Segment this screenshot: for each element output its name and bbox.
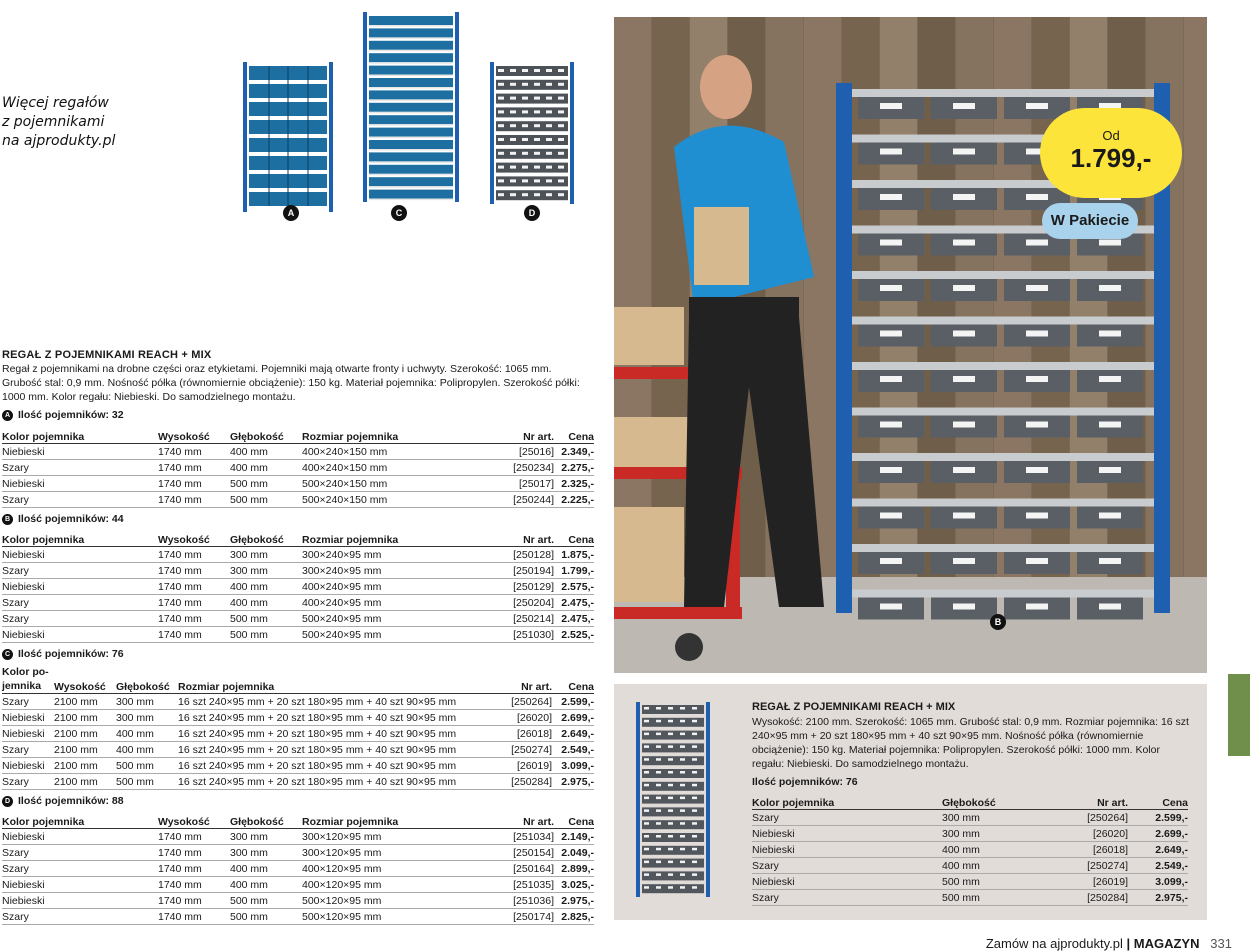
table-cell: 500×240×95 mm bbox=[302, 611, 502, 627]
table-cell: 400 mm bbox=[230, 460, 302, 476]
table-cell: Szary bbox=[2, 774, 54, 790]
image-badge-b: B bbox=[990, 614, 1006, 630]
table-cell: 2100 mm bbox=[54, 694, 116, 710]
table-row bbox=[2, 893, 594, 909]
table-cell: 1740 mm bbox=[158, 845, 230, 861]
table-cell: Szary bbox=[2, 563, 158, 579]
table-cell: 300 mm bbox=[230, 563, 302, 579]
table-cell: 2.699,- bbox=[1128, 826, 1188, 842]
table-cell: [26019] bbox=[496, 758, 552, 774]
table-cell: 1.875,- bbox=[554, 547, 594, 563]
column-header: Głębokość bbox=[230, 813, 302, 829]
table-cell: [250234] bbox=[502, 460, 554, 476]
side-note-line: na ajprodukty.pl bbox=[2, 133, 116, 149]
group-b-heading bbox=[2, 513, 124, 525]
table-cell: 300 mm bbox=[942, 826, 1052, 842]
side-note bbox=[2, 94, 115, 151]
table-cell: Niebieski bbox=[2, 893, 158, 909]
table-row bbox=[2, 774, 594, 790]
table-row bbox=[2, 611, 594, 627]
table-cell: 500 mm bbox=[230, 492, 302, 508]
table-cell: 500 mm bbox=[230, 627, 302, 643]
page-number: 331 bbox=[1210, 936, 1232, 951]
table-cell: 2.975,- bbox=[552, 774, 594, 790]
table-row bbox=[2, 861, 594, 877]
table-cell: 500 mm bbox=[116, 774, 178, 790]
table-cell: 2100 mm bbox=[54, 726, 116, 742]
table-row bbox=[2, 444, 594, 460]
table-cell: [250174] bbox=[502, 909, 554, 925]
table-cell: Szary bbox=[752, 890, 942, 906]
side-note-line: z pojemnikami bbox=[2, 114, 105, 130]
price-table-c bbox=[2, 665, 594, 790]
price-table-b bbox=[2, 531, 594, 643]
table-cell: 500×240×150 mm bbox=[302, 492, 502, 508]
table-cell: 300×120×95 mm bbox=[302, 829, 502, 845]
table-cell: Niebieski bbox=[2, 710, 54, 726]
table-cell: [250164] bbox=[502, 861, 554, 877]
column-header: Cena bbox=[554, 531, 594, 547]
group-letter: A bbox=[2, 410, 13, 421]
table-cell: 300 mm bbox=[116, 710, 178, 726]
table-cell: 500 mm bbox=[230, 611, 302, 627]
table-cell: [250284] bbox=[1052, 890, 1128, 906]
table-cell: Niebieski bbox=[752, 826, 942, 842]
table-cell: [250128] bbox=[502, 547, 554, 563]
table-row bbox=[2, 845, 594, 861]
table-cell: Szary bbox=[2, 460, 158, 476]
group-count: Ilość pojemników: 76 bbox=[18, 648, 124, 660]
table-cell: 1740 mm bbox=[158, 547, 230, 563]
table-cell: 1740 mm bbox=[158, 829, 230, 845]
table-cell: 16 szt 240×95 mm + 20 szt 180×95 mm + 40 szt 90×95 mm bbox=[178, 774, 496, 790]
table-cell: 1740 mm bbox=[158, 476, 230, 492]
rack-image-d bbox=[488, 60, 600, 206]
table-cell: 2.149,- bbox=[554, 829, 594, 845]
table-cell: 2100 mm bbox=[54, 742, 116, 758]
column-header: Głębokość bbox=[230, 531, 302, 547]
table-row bbox=[2, 579, 594, 595]
table-row bbox=[2, 460, 594, 476]
table-cell: 300 mm bbox=[230, 829, 302, 845]
table-cell: [250264] bbox=[1052, 810, 1128, 826]
table-cell: 16 szt 240×95 mm + 20 szt 180×95 mm + 40 szt 90×95 mm bbox=[178, 694, 496, 710]
table-cell: 400 mm bbox=[116, 726, 178, 742]
table-cell: [250284] bbox=[496, 774, 552, 790]
table-cell: [250214] bbox=[502, 611, 554, 627]
table-cell: Niebieski bbox=[2, 726, 54, 742]
featured-rack-image bbox=[634, 700, 714, 900]
table-row bbox=[752, 858, 1188, 874]
table-cell: Niebieski bbox=[2, 579, 158, 595]
table-cell: [25016] bbox=[502, 444, 554, 460]
table-cell: 2.649,- bbox=[1128, 842, 1188, 858]
table-cell: 2.475,- bbox=[554, 595, 594, 611]
table-cell: 2.899,- bbox=[554, 861, 594, 877]
table-cell: 2.349,- bbox=[554, 444, 594, 460]
featured-price-table bbox=[752, 794, 1188, 906]
column-header: Głębokość bbox=[942, 794, 1052, 810]
table-row bbox=[2, 563, 594, 579]
table-row bbox=[752, 874, 1188, 890]
table-row bbox=[752, 890, 1188, 906]
page-footer: Zamów na ajprodukty.pl | MAGAZYN 331 bbox=[985, 936, 1232, 951]
table-row bbox=[752, 810, 1188, 826]
column-header: Rozmiar pojemnika bbox=[302, 813, 502, 829]
table-cell: 400 mm bbox=[942, 858, 1052, 874]
table-cell: [250194] bbox=[502, 563, 554, 579]
promo-price-bubble bbox=[1040, 108, 1182, 198]
table-cell: [251035] bbox=[502, 877, 554, 893]
table-cell: 1740 mm bbox=[158, 909, 230, 925]
table-cell: 3.025,- bbox=[554, 877, 594, 893]
table-cell: 400 mm bbox=[116, 742, 178, 758]
table-row bbox=[2, 710, 594, 726]
table-cell: 400 mm bbox=[230, 595, 302, 611]
table-cell: [26020] bbox=[496, 710, 552, 726]
table-cell: [251034] bbox=[502, 829, 554, 845]
table-cell: 2.975,- bbox=[554, 893, 594, 909]
column-header: Kolor pojemnika bbox=[2, 531, 158, 547]
column-header: Głębokość bbox=[230, 428, 302, 444]
footer-section: MAGAZYN bbox=[1133, 936, 1200, 951]
table-cell: 1740 mm bbox=[158, 444, 230, 460]
table-cell: 2100 mm bbox=[54, 758, 116, 774]
table-header-row bbox=[2, 665, 594, 694]
table-cell: 16 szt 240×95 mm + 20 szt 180×95 mm + 40 szt 90×95 mm bbox=[178, 726, 496, 742]
side-note-line: Więcej regałów bbox=[2, 95, 109, 111]
table-cell: [25017] bbox=[502, 476, 554, 492]
table-cell: 1740 mm bbox=[158, 579, 230, 595]
table-cell: Szary bbox=[2, 694, 54, 710]
table-cell: 500 mm bbox=[116, 758, 178, 774]
table-cell: Niebieski bbox=[2, 547, 158, 563]
table-cell: 400 mm bbox=[230, 579, 302, 595]
table-cell: 1740 mm bbox=[158, 893, 230, 909]
table-cell: 2.275,- bbox=[554, 460, 594, 476]
group-letter: B bbox=[2, 514, 13, 525]
table-row bbox=[2, 476, 594, 492]
table-row bbox=[2, 547, 594, 563]
column-header: Nr art. bbox=[502, 813, 554, 829]
table-cell: 2.475,- bbox=[554, 611, 594, 627]
column-header: Kolor pojemnika bbox=[2, 813, 158, 829]
table-row bbox=[752, 842, 1188, 858]
column-header: Cena bbox=[1128, 794, 1188, 810]
column-header: Kolor po- jemnika bbox=[2, 665, 54, 694]
table-cell: [251036] bbox=[502, 893, 554, 909]
table-cell: 2.599,- bbox=[1128, 810, 1188, 826]
table-cell: Niebieski bbox=[2, 444, 158, 460]
table-cell: Niebieski bbox=[752, 842, 942, 858]
price-table-d bbox=[2, 813, 594, 925]
table-cell: 1.799,- bbox=[554, 563, 594, 579]
table-cell: 400 mm bbox=[230, 861, 302, 877]
table-cell: 500 mm bbox=[942, 890, 1052, 906]
table-header-row bbox=[2, 531, 594, 547]
table-cell: 400 mm bbox=[230, 444, 302, 460]
group-c-heading bbox=[2, 648, 124, 660]
table-row bbox=[2, 492, 594, 508]
column-header: Wysokość bbox=[54, 665, 116, 694]
table-cell: [26020] bbox=[1052, 826, 1128, 842]
table-cell: Szary bbox=[2, 742, 54, 758]
table-cell: 2100 mm bbox=[54, 710, 116, 726]
section-tab bbox=[1228, 674, 1250, 756]
column-header: Nr art. bbox=[496, 665, 552, 694]
group-a-heading bbox=[2, 409, 124, 421]
table-cell: 400 mm bbox=[230, 877, 302, 893]
table-cell: Szary bbox=[752, 858, 942, 874]
table-row bbox=[2, 829, 594, 845]
column-header: Nr art. bbox=[502, 531, 554, 547]
image-badge-a: A bbox=[283, 205, 299, 221]
featured-description: Wysokość: 2100 mm. Szerokość: 1065 mm. Grubość stal: 0,9 mm. Rozmiar pojemnika: 16 szt 240×95 mm + 20 szt 180×95 mm + 40 szt 90×95 mm. Nośność półka (równomiernie obciążenie): 150 kg. Materiał pojemnika: Polipropylen. Szerokość półki: 1000 mm. Kolor regału: Niebieski. Do samodzielnego montażu. bbox=[752, 716, 1189, 770]
table-row bbox=[2, 909, 594, 925]
table-cell: 500×240×150 mm bbox=[302, 476, 502, 492]
table-cell: [250129] bbox=[502, 579, 554, 595]
table-cell: 3.099,- bbox=[1128, 874, 1188, 890]
image-badge-c: C bbox=[391, 205, 407, 221]
table-cell: 16 szt 240×95 mm + 20 szt 180×95 mm + 40 szt 90×95 mm bbox=[178, 710, 496, 726]
table-cell: [26018] bbox=[1052, 842, 1128, 858]
table-cell: 1740 mm bbox=[158, 595, 230, 611]
table-cell: 500 mm bbox=[942, 874, 1052, 890]
table-row bbox=[2, 694, 594, 710]
table-cell: 2.649,- bbox=[552, 726, 594, 742]
table-row bbox=[2, 758, 594, 774]
column-header: Cena bbox=[554, 428, 594, 444]
group-d-heading bbox=[2, 795, 124, 807]
group-letter: D bbox=[2, 796, 13, 807]
table-cell: [250154] bbox=[502, 845, 554, 861]
rack-image-a bbox=[240, 58, 336, 213]
group-letter: C bbox=[2, 649, 13, 660]
table-cell: Niebieski bbox=[2, 829, 158, 845]
table-cell: Szary bbox=[2, 595, 158, 611]
table-cell: 500×120×95 mm bbox=[302, 893, 502, 909]
table-cell: 400×240×95 mm bbox=[302, 595, 502, 611]
column-header: Rozmiar pojemnika bbox=[302, 428, 502, 444]
table-cell: 300 mm bbox=[230, 845, 302, 861]
table-cell: 400×120×95 mm bbox=[302, 861, 502, 877]
table-row bbox=[2, 742, 594, 758]
table-cell: Niebieski bbox=[752, 874, 942, 890]
table-cell: 16 szt 240×95 mm + 20 szt 180×95 mm + 40 szt 90×95 mm bbox=[178, 742, 496, 758]
column-header: Kolor pojemnika bbox=[752, 794, 942, 810]
table-cell: 2.049,- bbox=[554, 845, 594, 861]
table-cell: Niebieski bbox=[2, 476, 158, 492]
column-header: Wysokość bbox=[158, 531, 230, 547]
table-cell: 1740 mm bbox=[158, 627, 230, 643]
table-cell: Niebieski bbox=[2, 877, 158, 893]
table-row bbox=[2, 877, 594, 893]
column-header: Rozmiar pojemnika bbox=[178, 665, 496, 694]
column-header: Głębokość bbox=[116, 665, 178, 694]
table-cell: 400 mm bbox=[942, 842, 1052, 858]
table-cell: 2.225,- bbox=[554, 492, 594, 508]
table-cell: [26019] bbox=[1052, 874, 1128, 890]
table-cell: 2.825,- bbox=[554, 909, 594, 925]
table-cell: [250244] bbox=[502, 492, 554, 508]
table-cell: 1740 mm bbox=[158, 492, 230, 508]
table-cell: 1740 mm bbox=[158, 877, 230, 893]
table-cell: Niebieski bbox=[2, 758, 54, 774]
column-header: Cena bbox=[552, 665, 594, 694]
table-cell: [250274] bbox=[496, 742, 552, 758]
table-cell: 2.575,- bbox=[554, 579, 594, 595]
table-cell: 400×240×150 mm bbox=[302, 444, 502, 460]
column-header: Nr art. bbox=[502, 428, 554, 444]
table-cell: 500 mm bbox=[230, 476, 302, 492]
table-row bbox=[2, 726, 594, 742]
table-cell: 1740 mm bbox=[158, 563, 230, 579]
image-badge-d: D bbox=[524, 205, 540, 221]
group-count: Ilość pojemników: 44 bbox=[18, 513, 124, 525]
table-header-row bbox=[2, 813, 594, 829]
column-header: Kolor pojemnika bbox=[2, 428, 158, 444]
table-cell: 500×120×95 mm bbox=[302, 909, 502, 925]
table-cell: [26018] bbox=[496, 726, 552, 742]
group-count: Ilość pojemników: 88 bbox=[18, 795, 124, 807]
table-cell: 400×120×95 mm bbox=[302, 877, 502, 893]
featured-title: REGAŁ Z POJEMNIKAMI REACH + MIX bbox=[752, 701, 956, 713]
table-cell: 1740 mm bbox=[158, 611, 230, 627]
group-count: Ilość pojemników: 32 bbox=[18, 409, 124, 421]
table-cell: 500 mm bbox=[230, 893, 302, 909]
table-cell: Szary bbox=[2, 492, 158, 508]
table-cell: 300×240×95 mm bbox=[302, 547, 502, 563]
table-cell: 2.699,- bbox=[552, 710, 594, 726]
table-cell: 2.599,- bbox=[552, 694, 594, 710]
column-header: Cena bbox=[554, 813, 594, 829]
table-cell: Szary bbox=[2, 845, 158, 861]
table-header-row bbox=[2, 428, 594, 444]
footer-text: Zamów na ajprodukty.pl bbox=[985, 936, 1123, 951]
table-cell: 2.525,- bbox=[554, 627, 594, 643]
table-cell: 16 szt 240×95 mm + 20 szt 180×95 mm + 40 szt 90×95 mm bbox=[178, 758, 496, 774]
table-cell: Szary bbox=[2, 909, 158, 925]
table-cell: 2.975,- bbox=[1128, 890, 1188, 906]
table-cell: [250264] bbox=[496, 694, 552, 710]
table-cell: Szary bbox=[752, 810, 942, 826]
column-header: Rozmiar pojemnika bbox=[302, 531, 502, 547]
table-cell: 300×240×95 mm bbox=[302, 563, 502, 579]
table-header-row bbox=[752, 794, 1188, 810]
table-cell: Niebieski bbox=[2, 627, 158, 643]
table-cell: 2.549,- bbox=[552, 742, 594, 758]
table-cell: 1740 mm bbox=[158, 460, 230, 476]
column-header: Wysokość bbox=[158, 428, 230, 444]
table-cell: [250274] bbox=[1052, 858, 1128, 874]
table-cell: 300 mm bbox=[116, 694, 178, 710]
table-cell: Szary bbox=[2, 861, 158, 877]
table-row bbox=[2, 627, 594, 643]
table-cell: 2.325,- bbox=[554, 476, 594, 492]
table-cell: Szary bbox=[2, 611, 158, 627]
table-row bbox=[752, 826, 1188, 842]
table-row bbox=[2, 595, 594, 611]
table-cell: 300×120×95 mm bbox=[302, 845, 502, 861]
price-table-a bbox=[2, 428, 594, 508]
rack-image-c bbox=[360, 10, 462, 205]
column-header: Wysokość bbox=[158, 813, 230, 829]
table-cell: 2.549,- bbox=[1128, 858, 1188, 874]
table-cell: 500 mm bbox=[230, 909, 302, 925]
table-cell: 300 mm bbox=[230, 547, 302, 563]
table-cell: [250204] bbox=[502, 595, 554, 611]
promo-from-label: Od bbox=[1102, 128, 1120, 143]
table-cell: [251030] bbox=[502, 627, 554, 643]
table-cell: 500×240×95 mm bbox=[302, 627, 502, 643]
table-cell: 1740 mm bbox=[158, 861, 230, 877]
table-cell: 2100 mm bbox=[54, 774, 116, 790]
featured-count: Ilość pojemników: 76 bbox=[752, 776, 858, 788]
promo-package-badge: W Pakiecie bbox=[1042, 203, 1138, 239]
table-cell: 3.099,- bbox=[552, 758, 594, 774]
column-header: Nr art. bbox=[1052, 794, 1128, 810]
product-description: Regał z pojemnikami na drobne części oraz etykietami. Pojemniki mają otwarte fronty i uchwyty. Szerokość: 1065 mm. Grubość stal: 0,9 mm. Nośność półka (równomiernie obciążenie): 150 kg. Materiał pojemnika: Polipropylen. Szerokość półki: 1000 mm. Kolor regału: Niebieski. Do samodzielnego montażu. bbox=[2, 363, 580, 403]
table-cell: 300 mm bbox=[942, 810, 1052, 826]
table-cell: 400×240×150 mm bbox=[302, 460, 502, 476]
promo-price: 1.799,- bbox=[1070, 143, 1152, 173]
table-cell: 400×240×95 mm bbox=[302, 579, 502, 595]
product-title: REGAŁ Z POJEMNIKAMI REACH + MIX bbox=[2, 349, 212, 361]
